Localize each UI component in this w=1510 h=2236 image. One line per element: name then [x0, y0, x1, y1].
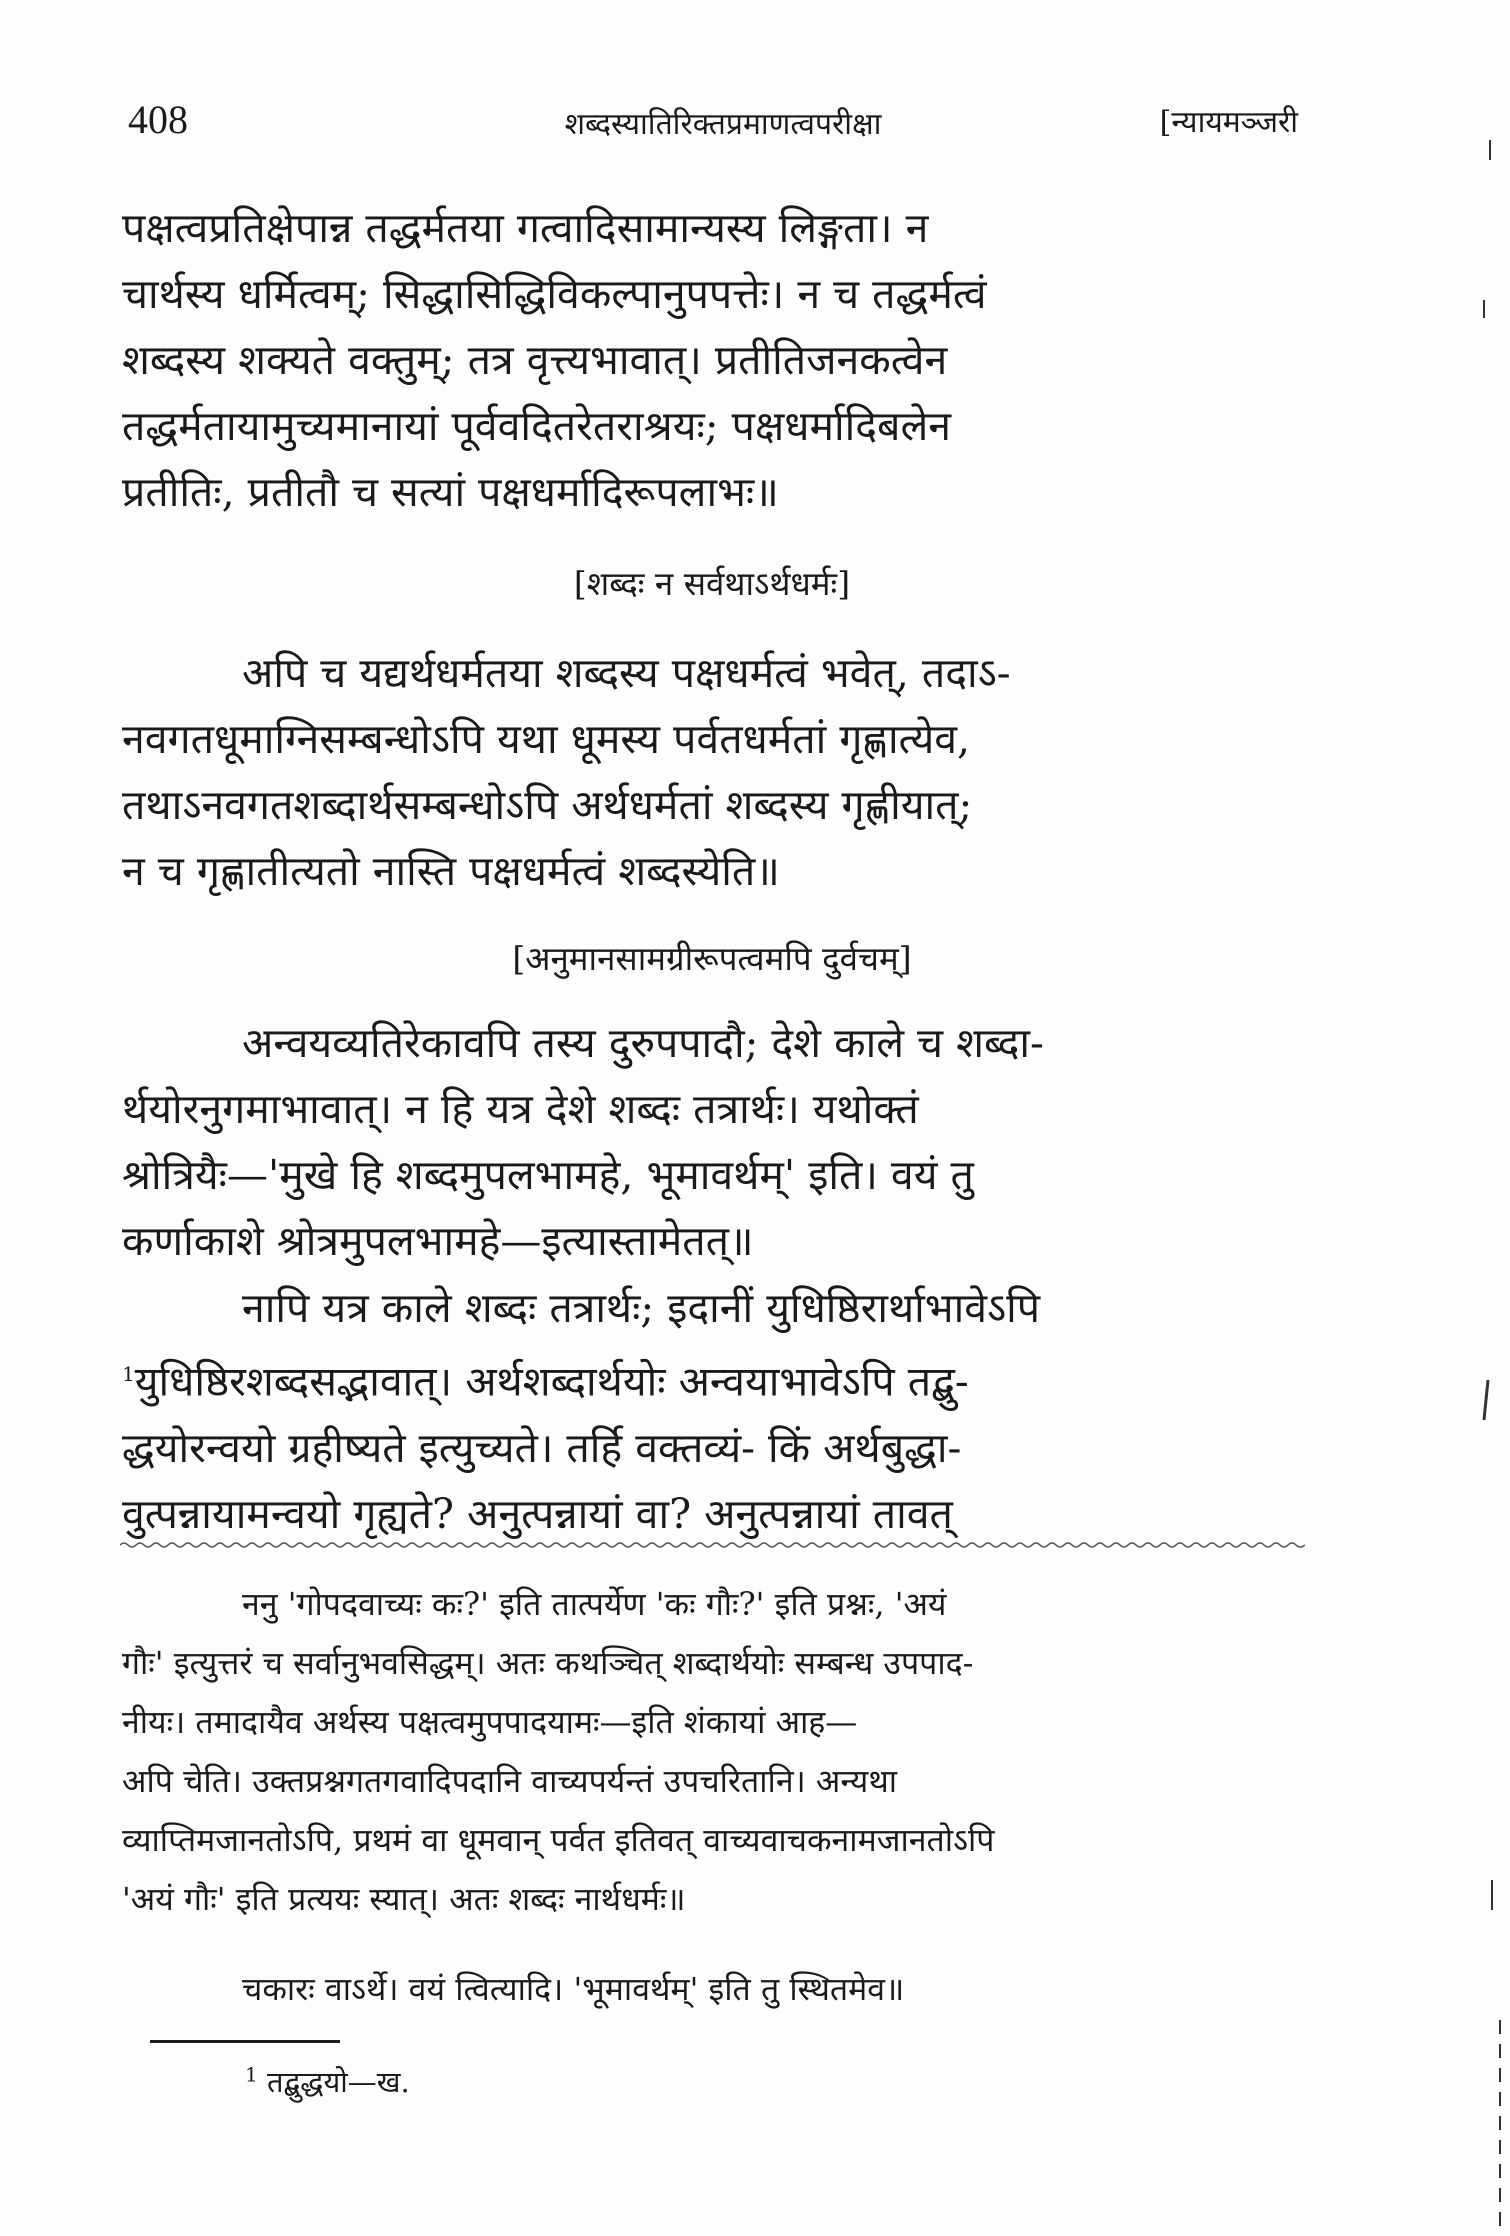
wavy-separator: [120, 1540, 1305, 1550]
text-line: कर्णाकाशे श्रोत्रमुपलभामहे—इत्यास्तामेतत्॥: [122, 1217, 754, 1265]
commentary-line: 'अयं गौः' इति प्रत्ययः स्यात्। अतः शब्दः नार्थधर्मः॥: [122, 1880, 686, 1918]
commentary-block: [122, 1575, 1302, 1929]
text-line: अपि च यद्यर्थधर्मतया शब्दस्य पक्षधर्मत्वं भवेत्, तदाऽ-: [242, 649, 1011, 697]
commentary-note: [122, 1960, 1302, 2019]
scan-edge-marks: [1470, 0, 1510, 2236]
running-title: शब्दस्यातिरिक्तप्रमाणत्वपरीक्षा: [564, 107, 882, 142]
text-line: तथाऽनवगतशब्दार्थसम्बन्धोऽपि अर्थधर्मतां शब्दस्य गृह्णीयात्;: [122, 781, 973, 829]
text-line: तद्धर्मतायामुच्यमानायां पूर्ववदितरेतराश्रयः; पक्षधर्मादिबलेन: [122, 402, 952, 450]
footnote-marker: 1: [122, 1362, 135, 1386]
text-line: वुत्पन्नायामन्वयो गृह्यते? अनुत्पन्नायां वा? अनुत्पन्नायां तावत्: [122, 1489, 953, 1538]
text-line: र्थयोरनुगमाभावात्। न हि यत्र देशे शब्दः तत्रार्थः। यथोक्तं: [122, 1085, 919, 1133]
text-line: शब्दस्य शक्यते वक्तुम्; तत्र वृत्त्यभावात्। प्रतीतिजनकत्वेन: [122, 336, 948, 384]
text-line: न च गृह्णातीत्यतो नास्ति पक्षधर्मत्वं शब्दस्येति॥: [122, 847, 780, 895]
commentary-line: व्याप्तिमजानतोऽपि, प्रथमं वा धूमवान् पर्वत इतिवत् वाच्यवाचकनामजानतोऽपि: [122, 1821, 995, 1859]
commentary-line: नीयः। तमादायैव अर्थस्य पक्षत्वमुपपादयामः—इति शंकायां आह—: [122, 1703, 858, 1741]
text-line: नवगतधूमाग्निसम्बन्धोऽपि यथा धूमस्य पर्वतधर्मतां गृह्णात्येव,: [122, 715, 971, 763]
section-heading-1: [शब्दः न सर्वथाऽर्थधर्मः]: [573, 564, 851, 603]
text-line: पक्षत्वप्रतिक्षेपान्न तद्धर्मतया गत्वादिसामान्यस्य लिङ्गता। न: [122, 204, 929, 252]
paragraph-4: [122, 1275, 1302, 1547]
book-title: [न्यायमञ्जरी: [1159, 105, 1298, 140]
text-line: [122, 1341, 1302, 1415]
text-line: चार्थस्य धर्मित्वम्; सिद्धासिद्धिविकल्पानुपपत्तेः। न च तद्धर्मत्वं: [122, 270, 987, 318]
page-number: 408: [128, 97, 188, 142]
commentary-line: ननु 'गोपदवाच्यः कः?' इति तात्पर्येण 'कः गौः?' इति प्रश्नः, 'अयं: [242, 1585, 947, 1623]
footnote-number: 1: [245, 2062, 258, 2087]
section-heading-2: [अनुमानसामग्रीरूपत्वमपि दुर्वचम्]: [512, 939, 912, 978]
text-line: अन्वयव्यतिरेकावपि तस्य दुरुपपादौ; देशे काले च शब्दा-: [242, 1019, 1044, 1067]
page-header: [128, 96, 1298, 152]
footnote-text: तद्बुद्धयो—ख.: [266, 2065, 410, 2099]
text-line-content: युधिष्ठिरशब्दसद्भावात्। अर्थशब्दार्थयोः अन्वयाभावेऽपि तद्बु-: [134, 1357, 969, 1406]
footnote: [245, 2062, 410, 2101]
footnote-rule: [150, 2040, 340, 2043]
commentary-line: गौः' इत्युत्तरं च सर्वानुभवसिद्धम्। अतः कथञ्चित् शब्दार्थयोः सम्बन्ध उपपाद-: [122, 1644, 974, 1682]
commentary-line: चकारः वाऽर्थे। वयं त्वित्यादि। 'भूमावर्थम्' इति तु स्थितमेव॥: [242, 1970, 905, 2008]
text-line: प्रतीतिः, प्रतीतौ च सत्यां पक्षधर्मादिरूपलाभः॥: [122, 468, 779, 516]
paragraph-1: [122, 195, 1302, 525]
text-line: द्धयोरन्वयो ग्रहीष्यते इत्युच्यते। तर्हि वक्तव्यं- किं अर्थबुद्धा-: [122, 1423, 962, 1472]
commentary-line: अपि चेति। उक्तप्रश्नगतगवादिपदानि वाच्यपर्यन्तं उपचरितानि। अन्यथा: [122, 1762, 898, 1800]
paragraph-2: [122, 640, 1302, 904]
text-line: श्रोत्रियैः—'मुखे हि शब्दमुपलभामहे, भूमावर्थम्' इति। वयं तु: [122, 1151, 974, 1199]
paragraph-3: [122, 1010, 1302, 1274]
text-line: नापि यत्र काले शब्दः तत्रार्थः; इदानीं युधिष्ठिरार्थाभावेऽपि: [242, 1284, 1041, 1332]
